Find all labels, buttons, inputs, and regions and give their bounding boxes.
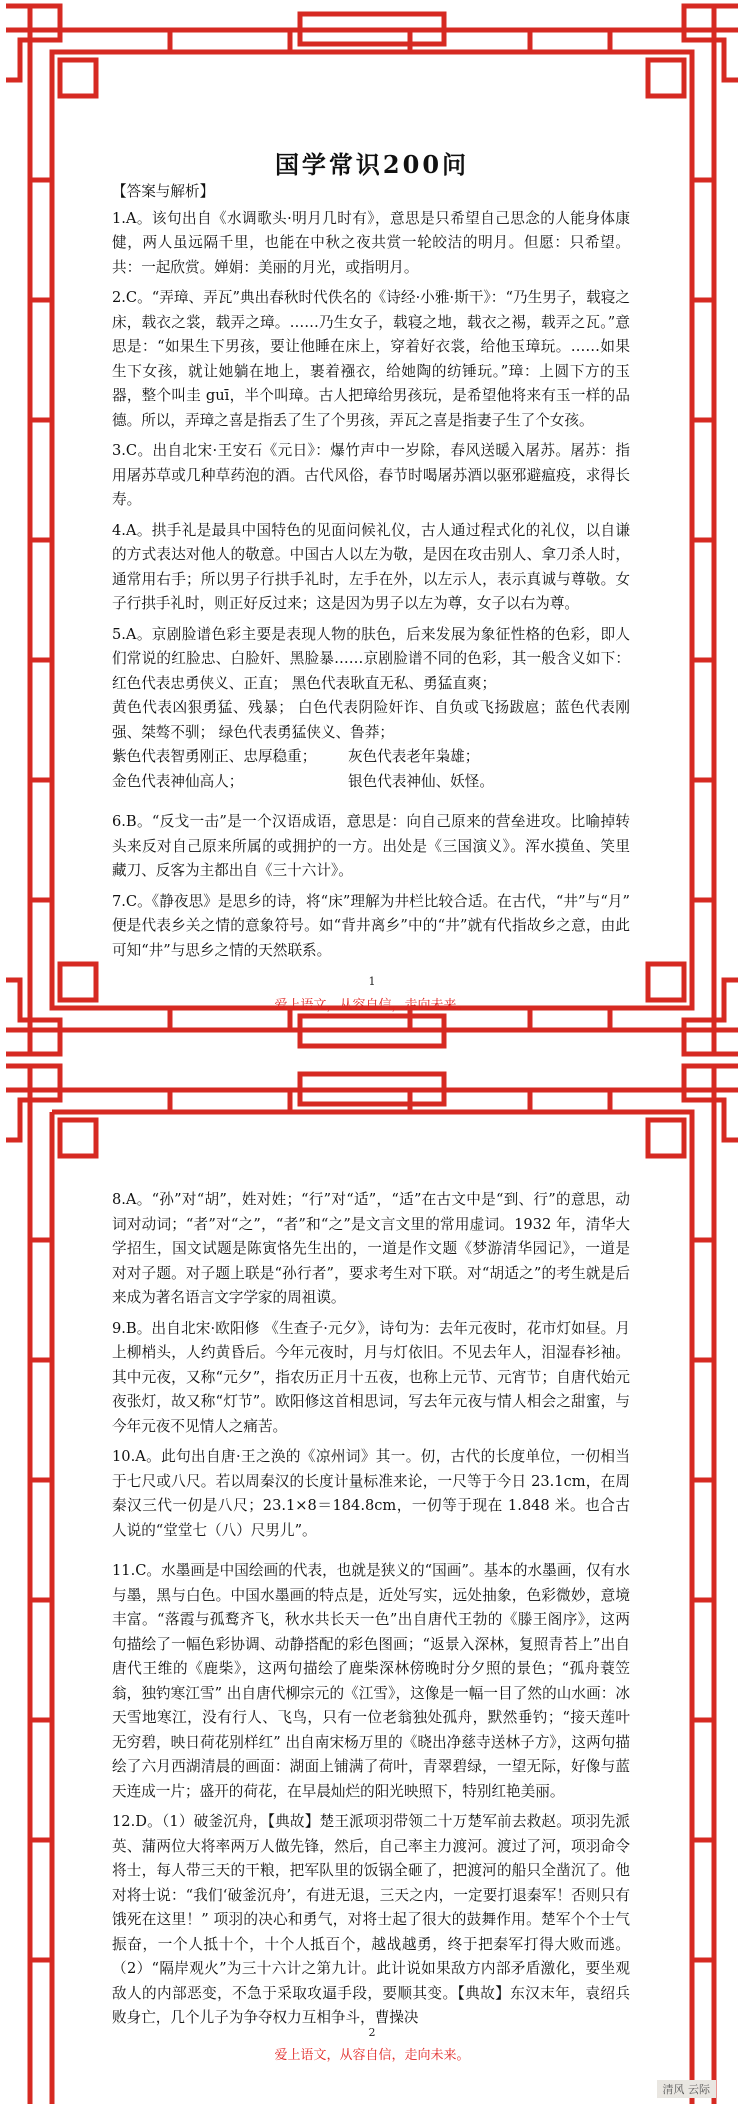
answer-12: 12.D。（1）破釜沉舟，【典故】楚王派项羽带领二十万楚军前去救赵。项羽先派英、蒲两位大将率两万人做先锋，然后，自己率主力渡河。渡过了河，项羽命令将士，每人带三天的干粮，把军队里的饭锅全砸了，把渡河的船只全凿沉了。他对将士说：“我们‘破釜沉舟’，有进无退，三天之内，一定要打退秦军！否则只有饿死在这里！” 项羽的决心和勇气，对将士起了很大的鼓舞作用。楚军个个士气振奋，一个人抵十个，十个人抵百个，越战越勇，终于把秦军打得大败而逃。（2）“隔岸观火”为三十六计之第九计。此计说如果敌方内部矛盾激化，要坐观敌人的内部恶变，不急于采取攻逼手段，要顺其变。【典故】东汉末年，袁绍兵败身亡，几个儿子为争夺权力互相争斗，曹操决 (112, 1813, 630, 2026)
document-title: 国学常识200问 (274, 150, 470, 179)
page-motto: 爱上语文，从容自信，走向未来。 (274, 998, 470, 1013)
section-heading: 【答案与解析】 (112, 183, 215, 200)
page-1-content (112, 180, 630, 969)
answer-10: 10.A。此句出自唐·王之涣的《凉州词》其一。仞，古代的长度单位，一仞相当于七尺或八尺。若以周秦汉的长度计量标准来论，一尺等于今日 23.1cm，在周秦汉三代一仞是八尺；23.1×8＝184.8cm，一仞等于现在 1.848 米。也合古人说的“堂堂七（八）尺男儿”。 (112, 1448, 630, 1539)
answer-1: 1.A。该句出自《水调歌头·明月几时有》，意思是只希望自己思念的人能身体康健，两人虽远隔千里，也能在中秋之夜共赏一轮皎洁的明月。但愿：只希望。 共：一起欣赏。婵娟：美丽的月光，或指明月。 (112, 209, 630, 276)
answer-11: 11.C。水墨画是中国绘画的代表，也就是狭义的“国画”。基本的水墨画，仅有水与墨，黑与白色。中国水墨画的特点是，近处写实，远处抽象，色彩微妙，意境丰富。“落霞与孤鹜齐飞，秋水共长天一色”出自唐代王勃的《滕王阁序》，这两句描绘了一幅色彩协调、动静搭配的彩色图画；“返景入深林，复照青苔上”出自唐代王维的《鹿柴》，这两句描绘了鹿柴深林傍晚时分夕照的景色；“孤舟蓑笠翁，独钓寒江雪” 出自唐代柳宗元的《江雪》，这像是一幅一目了然的山水画：冰天雪地寒江，没有行人、飞鸟，只有一位老翁独处孤舟，默然垂钓；“接天莲叶无穷碧，映日荷花别样红” 出自南宋杨万里的《晓出净慈寺送林子方》，这两句描绘了六月西湖清晨的画面：湖面上铺满了荷叶，青翠碧绿，一望无际，好像与蓝天连成一片；盛开的荷花，在早晨灿烂的阳光映照下，特别红艳美丽。 (112, 1562, 630, 1800)
color-item: 紫色代表智勇刚正、忠厚稳重； (112, 748, 317, 765)
page-number: 1 (368, 975, 376, 988)
color-item: 银色代表神仙、妖怪。 (348, 772, 494, 790)
page-motto: 爱上语文，从容自信，走向未来。 (274, 2048, 470, 2063)
answer-6: 6.B。“反戈一击”是一个汉语成语，意思是：向自己原来的营垒进攻。比喻掉转头来反对自己原来所属的或拥护的一方。出处是《三国演义》。浑水摸鱼、笑里藏刀、反客为主都出自《三十六计》。 (112, 813, 630, 879)
answer-8: 8.A。“孙”对“胡”，姓对姓；“行”对“适”，“适”在古文中是“到、行”的意思，动词对动词；“者”对“之”，“者”和“之”是文言文里的常用虚词。1932 年，清华大学招生，国文试题是陈寅恪先生出的，一道是作文题《梦游清华园记》，一道是对对子题。对子题上联是“孙行者”，要求考生对下联。对“胡适之”的考生就是后来成为著名语言文字学家的周祖谟。 (112, 1191, 630, 1306)
answer-4: 4.A。拱手礼是最具中国特色的见面问候礼仪，古人通过程式化的礼仪，以自谦的方式表达对他人的敬意。中国古人以左为敬，是因在攻击别人、拿刀杀人时，通常用右手；所以男子行拱手礼时，左手在外，以左示人，表示真诚与尊敬。女子行拱手礼时，则正好反过来；这是因为男子以左为尊，女子以右为尊。 (112, 521, 630, 612)
answer-5-colors: 黄色代表凶狠勇猛、残暴； 白色代表阴险奸诈、自负或飞扬跋扈；蓝色代表刚强、桀骜不驯； 绿色代表勇猛侠义、鲁莽； (112, 699, 630, 741)
answer-9: 9.B。出自北宋·欧阳修 《生查子·元夕》，诗句为：去年元夜时，花市灯如昼。月上柳梢头，人约黄昏后。今年元夜时，月与灯依旧。不见去年人，泪湿春衫袖。 其中元夜，又称“元夕”，指农历正月十五夜，也称上元节、元宵节；自唐代始元夜张灯，故又称“灯节”。欧阳修这首相思词，写去年元夜与情人相会之甜蜜，与今年元夜不见情人之痛苦。 (112, 1319, 630, 1435)
page-number: 2 (368, 2026, 376, 2039)
page-2 (0, 1060, 744, 2104)
answer-2: 2.C。“弄璋、弄瓦”典出春秋时代佚名的《诗经·小雅·斯干》：“乃生男子，载寝之床，载衣之裳，载弄之璋。……乃生女子，载寝之地，载衣之裼，载弄之瓦。”意思是：“如果生下男孩，要让他睡在床上，穿着好衣裳，给他玉璋玩。……如果生下女孩，就让她躺在地上，裹着襁衣，给她陶的纺锤玩。”璋：上圆下方的玉器，整个叫圭 guī，半个叫璋。古人把璋给男孩玩，是希望他将来有玉一样的品德。所以，弄璋之喜是指丢了生了个男孩，弄瓦之喜是指妻子生了个女孩。 (112, 289, 630, 429)
answer-7: 7.C。《静夜思》是思乡的诗，将“床”理解为井栏比较合适。在古代，“井”与“月” 便是代表乡关之情的意象符号。如“背井离乡”中的“井”就有代指故乡之意，由此可知“井”与思乡之情的天然联系。 (112, 892, 630, 959)
page-2-content (112, 1188, 630, 2037)
answer-5: 5.A。京剧脸谱色彩主要是表现人物的肤色，后来发展为象征性格的色彩，即人们常说的红脸忠、白脸奸、黑脸暴……京剧脸谱不同的色彩，其一般含义如下：红色代表忠勇侠义、正直； 黑色代表耿直无私、勇猛直爽； (112, 625, 630, 692)
answer-3: 3.C。出自北宋·王安石《元日》：爆竹声中一岁除，春风送暖入屠苏。屠苏：指用屠苏草或几种草药泡的酒。古代风俗，春节时喝屠苏酒以驱邪避瘟疫，求得长寿。 (112, 442, 630, 508)
color-item: 金色代表神仙高人； (112, 772, 244, 790)
color-item: 灰色代表老年枭雄； (348, 748, 480, 765)
color-meaning-grid (112, 745, 630, 794)
corner-stamp: 清风 云际 (657, 2080, 717, 2098)
